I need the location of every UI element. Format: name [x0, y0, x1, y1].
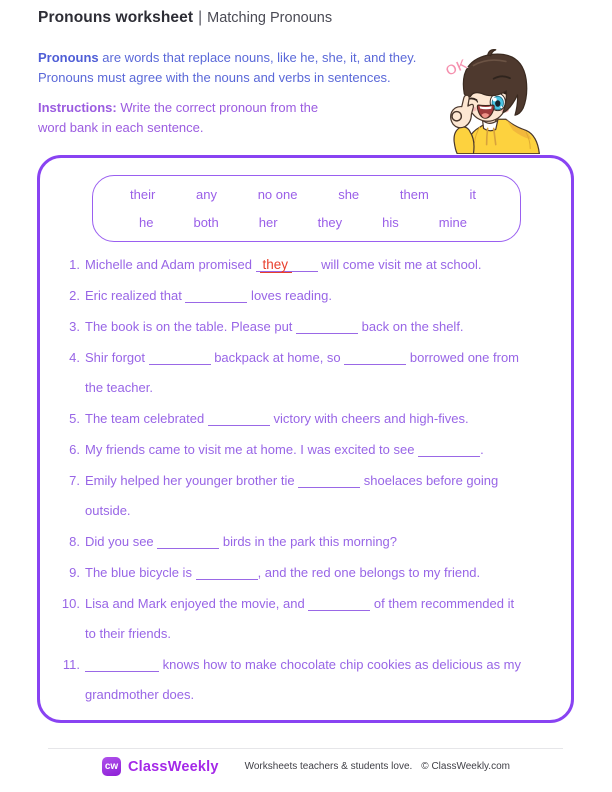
instructions-line2: word bank in each sentence.: [38, 119, 204, 135]
brand-name: ClassWeekly: [128, 758, 219, 775]
word-bank-word: it: [469, 186, 476, 202]
sentence-fragment: .: [480, 442, 484, 457]
sentence-fragment: loves reading.: [247, 288, 332, 303]
sentence-fragment: to their friends.: [85, 626, 171, 641]
word-bank-word: any: [196, 186, 217, 202]
instructions-paragraph: [38, 98, 318, 137]
sentence-number: 3.: [69, 319, 80, 334]
sentence-fragment: birds in the park this morning?: [219, 534, 398, 549]
sentence-fragment: Did you see: [85, 534, 158, 549]
answer-blank[interactable]: [185, 287, 247, 303]
worksheet-title: Pronouns worksheet: [38, 9, 194, 26]
sentence-number: 11.: [62, 657, 80, 672]
sentence-text: [85, 589, 514, 649]
sentence-item: [60, 527, 521, 557]
sentence-fragment: outside.: [85, 503, 131, 518]
sentence-fragment: Michelle and Adam promised: [85, 257, 256, 272]
title-divider: |: [198, 9, 203, 26]
sentence-fragment: the teacher.: [85, 380, 153, 395]
sentence-fragment: , and the red one belongs to my friend.: [257, 565, 481, 580]
answer-blank[interactable]: [256, 256, 318, 272]
brand-logo: cw: [102, 757, 121, 776]
sentence-text: [85, 312, 464, 342]
answer-blank[interactable]: [296, 318, 358, 334]
intro-line2: Pronouns must agree with the nouns and verbs in sentences.: [38, 69, 391, 85]
sentence-number: 5.: [69, 411, 80, 426]
instructions-lead-word: Instructions:: [38, 100, 117, 115]
footer-copyright: © ClassWeekly.com: [421, 761, 510, 772]
word-bank-word: she: [338, 186, 360, 202]
sentence-list: [60, 250, 521, 711]
sentence-fragment: will come visit me at school.: [317, 257, 482, 272]
word-bank-word: her: [258, 214, 278, 230]
sentence-text: [85, 435, 484, 465]
worksheet-frame: [37, 155, 574, 723]
sentence-fragment: Eric realized that: [85, 288, 186, 303]
sentence-number: 8.: [69, 534, 80, 549]
instructions-line1: Write the correct pronoun from the: [116, 100, 319, 115]
word-bank-word: them: [399, 186, 429, 202]
sentence-fragment: The blue bicycle is: [85, 565, 196, 580]
page-title: [38, 9, 332, 27]
sentence-item: [60, 466, 521, 526]
worksheet-subtitle: Matching Pronouns: [207, 10, 333, 26]
answer-blank[interactable]: [418, 441, 480, 457]
sentence-fragment: of them recommended it: [370, 596, 515, 611]
answer-blank[interactable]: [85, 656, 159, 672]
word-bank-word: their: [130, 186, 156, 202]
sentence-text: [85, 650, 521, 710]
sentence-number: 2.: [69, 288, 80, 303]
sentence-number: 4.: [69, 350, 80, 365]
sentence-number: 6.: [69, 442, 80, 457]
sentence-fragment: The team celebrated: [85, 411, 208, 426]
ok-ring: [452, 112, 461, 121]
answer-text: they: [260, 258, 293, 273]
sentence-fragment: Emily helped her younger brother tie: [85, 473, 299, 488]
sentence-text: [85, 558, 480, 588]
sentence-number: 9.: [69, 565, 80, 580]
sentence-item: [60, 650, 521, 710]
sentence-fragment: backpack at home, so: [210, 350, 345, 365]
ok-label: OK: [443, 56, 471, 80]
sentence-item: [60, 404, 521, 434]
answer-blank[interactable]: [196, 564, 258, 580]
intro-line1: are words that replace nouns, like he, she, it, and they.: [98, 50, 417, 65]
open-eye-pupil: [495, 100, 500, 106]
word-bank-word: mine: [438, 214, 467, 230]
sentence-text: [85, 404, 469, 434]
answer-blank[interactable]: [149, 349, 211, 365]
answer-blank[interactable]: [344, 349, 406, 365]
word-bank-word: no one: [257, 186, 298, 202]
answer-blank[interactable]: [308, 595, 370, 611]
sentence-fragment: The book is on the table. Please put: [85, 319, 297, 334]
answer-blank[interactable]: [157, 533, 219, 549]
mascot-illustration: [443, 47, 585, 154]
word-bank-row: [93, 187, 520, 202]
sentence-number: 10.: [61, 596, 80, 611]
sentence-fragment: My friends came to visit me at home. I was excited to see: [85, 442, 419, 457]
sentence-text: [85, 466, 498, 526]
sentence-number: 1.: [69, 257, 80, 272]
sleeve-arm: [454, 127, 474, 154]
word-bank: [92, 175, 521, 242]
sentence-fragment: shoelaces before going: [360, 473, 499, 488]
sentence-item: [60, 589, 521, 649]
sentence-fragment: grandmother does.: [85, 687, 195, 702]
footer-tagline: Worksheets teachers & students love.: [244, 761, 413, 772]
sentence-fragment: victory with cheers and high-fives.: [269, 411, 469, 426]
word-bank-word: both: [193, 214, 219, 230]
sentence-text: [85, 527, 397, 557]
sentence-item: [60, 312, 521, 342]
sentence-text: [85, 250, 482, 280]
word-bank-word: they: [317, 214, 343, 230]
sentence-item: [60, 343, 521, 403]
sentence-fragment: knows how to make chocolate chip cookies as delicious as my: [159, 657, 522, 672]
sentence-item: [60, 281, 521, 311]
sentence-fragment: Shir forgot: [85, 350, 149, 365]
intro-lead-word: Pronouns: [38, 50, 99, 65]
sentence-fragment: back on the shelf.: [358, 319, 464, 334]
sentence-item: [60, 250, 521, 280]
word-bank-row: [93, 215, 520, 230]
footer: [0, 757, 612, 776]
word-bank-word: his: [382, 214, 399, 230]
sentence-text: [85, 343, 519, 403]
footer-divider: [48, 748, 563, 749]
sentence-fragment: borrowed one from: [406, 350, 520, 365]
sentence-number: 7.: [69, 473, 80, 488]
sentence-item: [60, 558, 521, 588]
answer-blank[interactable]: [298, 472, 360, 488]
intro-paragraph: [38, 48, 416, 87]
word-bank-word: he: [139, 214, 154, 230]
sentence-fragment: Lisa and Mark enjoyed the movie, and: [85, 596, 309, 611]
answer-blank[interactable]: [208, 410, 270, 426]
sentence-item: [60, 435, 521, 465]
sentence-text: [85, 281, 332, 311]
